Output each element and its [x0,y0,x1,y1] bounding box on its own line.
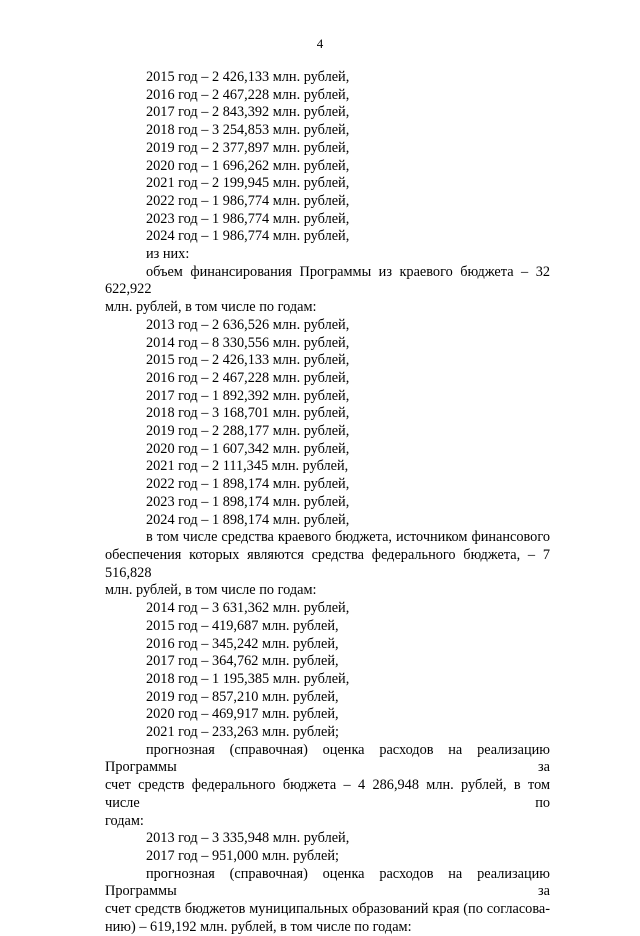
list-item: 2014 год – 8 330,556 млн. рублей, [146,334,350,351]
list-item: 2013 год – 3 335,948 млн. рублей, [146,830,350,847]
document-body [105,69,550,936]
list-item: 2020 год – 1 696,262 млн. рублей, [146,157,350,174]
funding-list-federal [105,830,550,865]
list-item: 2016 год – 2 467,228 млн. рублей, [146,86,350,103]
paragraph-line: млн. рублей, в том числе по годам: [105,582,317,599]
list-item: 2015 год – 2 426,133 млн. рублей, [146,69,350,85]
paragraph-line: счет средств бюджетов муниципальных образований края (по согласова- [105,901,550,918]
list-item: 2014 год – 3 631,362 млн. рублей, [146,600,350,617]
list-item: 2020 год – 469,917 млн. рублей, [146,706,339,723]
list-item: 2017 год – 951,000 млн. рублей; [146,847,339,864]
list-item: 2021 год – 233,263 млн. рублей; [146,724,339,741]
list-item: 2019 год – 2 377,897 млн. рублей, [146,139,350,156]
paragraph-line: прогнозная (справочная) оценка расходов на реализацию Программы за [105,865,550,900]
paragraph-federal-in-regional [105,529,550,600]
paragraph-line: в том числе средства краевого бюджета, источником финансового [146,529,550,546]
paragraph-line: счет средств федерального бюджета – 4 286,948 млн. рублей, в том числе по [105,777,550,811]
list-item: 2020 год – 1 607,342 млн. рублей, [146,440,350,457]
paragraph-line: обеспечения которых являются средства федерального бюджета, – 7 516,828 [105,546,550,581]
list-item: 2023 год – 1 986,774 млн. рублей, [146,210,350,227]
paragraph-line: нию) – 619,192 млн. рублей, в том числе по годам: [105,918,412,935]
list-item: 2017 год – 364,762 млн. рублей, [146,653,339,670]
list-item: 2022 год – 1 986,774 млн. рублей, [146,192,350,209]
list-item: 2024 год – 1 986,774 млн. рублей, [146,228,350,245]
list-item: 2017 год – 2 843,392 млн. рублей, [146,104,350,121]
list-item: 2021 год – 2 111,345 млн. рублей, [146,458,349,475]
paragraph-federal-budget [105,742,550,831]
list-item: 2023 год – 1 898,174 млн. рублей, [146,493,350,510]
paragraph-line: объем финансирования Программы из краевого бюджета – 32 622,922 [105,263,550,298]
funding-list-regional [105,317,550,529]
list-item: 2013 год – 2 636,526 млн. рублей, [146,316,350,333]
list-item: 2018 год – 3 168,701 млн. рублей, [146,405,350,422]
paragraph-line: годам: [105,812,144,829]
list-item: из них: [146,246,190,263]
list-item: 2019 год – 857,210 млн. рублей, [146,688,339,705]
list-item: 2021 год – 2 199,945 млн. рублей, [146,175,350,192]
list-item: 2016 год – 345,242 млн. рублей, [146,635,339,652]
list-item: 2016 год – 2 467,228 млн. рублей, [146,369,350,386]
paragraph-line: млн. рублей, в том числе по годам: [105,299,317,316]
list-item: 2022 год – 1 898,174 млн. рублей, [146,476,350,493]
funding-list-total-continued [105,69,550,264]
paragraph-regional-budget [105,264,550,317]
list-item: 2019 год – 2 288,177 млн. рублей, [146,423,350,440]
paragraph-municipal-budget [105,866,550,936]
page-number: 4 [316,36,324,51]
funding-list-federal-in-regional [105,600,550,742]
list-item: 2017 год – 1 892,392 млн. рублей, [146,387,350,404]
paragraph-line: прогнозная (справочная) оценка расходов на реализацию Программы за [105,741,550,776]
list-item: 2018 год – 1 195,385 млн. рублей, [146,670,350,687]
list-item: 2018 год – 3 254,853 млн. рублей, [146,122,350,139]
list-item: 2015 год – 2 426,133 млн. рублей, [146,352,350,369]
list-item: 2015 год – 419,687 млн. рублей, [146,617,339,634]
list-item: 2024 год – 1 898,174 млн. рублей, [146,511,350,528]
